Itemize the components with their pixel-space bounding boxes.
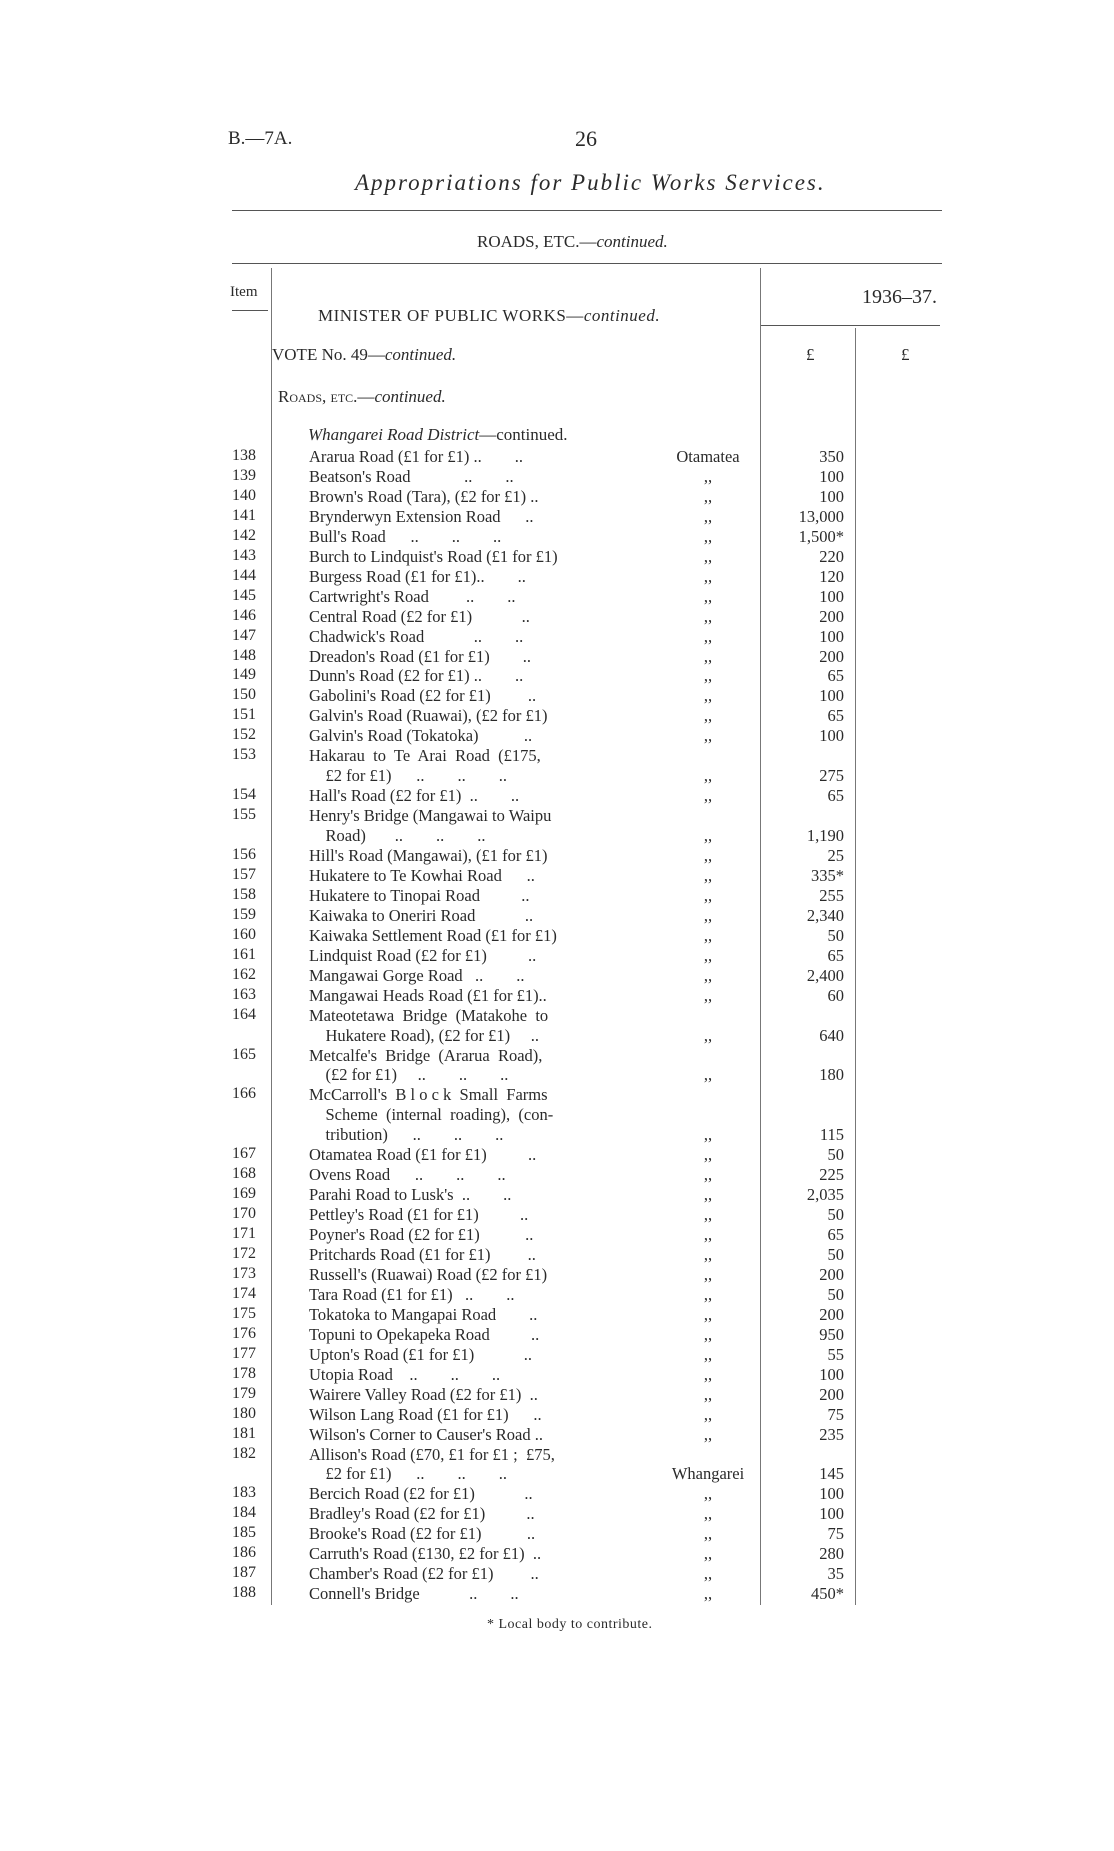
amount-value: 50 <box>827 1145 844 1165</box>
county-name: ,, <box>703 1384 713 1404</box>
amount-value: 35 <box>827 1564 844 1584</box>
amount-value: 75 <box>827 1404 844 1424</box>
amount-value: 145 <box>819 1464 844 1484</box>
item-description: Pritchards Road (£1 for £1) .. <box>309 1245 536 1264</box>
item-description: Wairere Valley Road (£2 for £1) .. <box>309 1384 538 1404</box>
county-name: ,, <box>703 865 713 885</box>
item-description: Dreadon's Road (£1 for £1) .. <box>309 646 532 666</box>
item-description: Upton's Road (£1 for £1) .. <box>309 1344 532 1364</box>
county-name: ,, <box>703 1284 713 1304</box>
county-name: ,, <box>703 626 713 646</box>
item-description: Chadwick's Road .. .. <box>309 626 524 646</box>
item-description: Hill's Road (Mangawai), (£1 for £1) <box>309 846 548 865</box>
amount-value: 65 <box>827 945 844 965</box>
item-description: Gabolini's Road (£2 for £1) .. <box>309 686 537 706</box>
amount-value: 275 <box>819 766 844 786</box>
item-number: 154 <box>232 786 256 804</box>
county-name: Whangarei <box>671 1464 745 1484</box>
item-number: 150 <box>232 686 256 704</box>
county-name: ,, <box>703 506 713 526</box>
county-name: ,, <box>703 925 713 945</box>
item-number: 167 <box>232 1145 256 1163</box>
county-name: ,, <box>703 1404 713 1424</box>
item-number: 140 <box>232 486 256 504</box>
item-description: Galvin's Road (Tokatoka) .. <box>309 726 533 746</box>
item-number: 187 <box>232 1564 256 1582</box>
item-number: 161 <box>232 945 256 963</box>
item-description: Bercich Road (£2 for £1) .. <box>309 1484 533 1504</box>
item-description: Central Road (£2 for £1) .. <box>309 606 530 626</box>
item-description: (£2 for £1) .. .. .. <box>309 1065 509 1085</box>
item-number: 175 <box>232 1304 256 1322</box>
item-description: Russell's (Ruawai) Road (£2 for £1) <box>309 1264 548 1284</box>
item-description: tribution) .. .. .. <box>309 1125 504 1145</box>
county-name: ,, <box>703 1564 713 1584</box>
item-number: 162 <box>232 965 256 983</box>
item-description: Ararua Road (£1 for £1) .. .. <box>309 447 523 466</box>
county-name: ,, <box>703 1205 713 1225</box>
amount-value: 50 <box>827 925 844 945</box>
item-description: £2 for £1) .. .. .. <box>309 1464 507 1484</box>
item-number: 178 <box>232 1364 256 1382</box>
amount-value: 100 <box>819 486 844 506</box>
item-number: 180 <box>232 1404 256 1422</box>
county-name: ,, <box>703 486 713 506</box>
vote-heading: VOTE No. 49—continued. <box>272 345 457 364</box>
item-description: Galvin's Road (Ruawai), (£2 for £1) <box>309 706 548 726</box>
item-number: 157 <box>232 865 256 883</box>
county-name: ,, <box>703 1185 713 1205</box>
item-description: Dunn's Road (£2 for £1) .. .. <box>309 666 524 686</box>
amount-value: 50 <box>827 1205 844 1225</box>
item-number: 141 <box>232 506 256 524</box>
title-rule <box>232 210 942 211</box>
item-description: Kaiwaka to Oneriri Road .. <box>309 905 534 925</box>
district-heading: Whangarei Road District—continued. <box>308 425 568 444</box>
amount-value: 180 <box>819 1065 844 1085</box>
amount-value: 65 <box>827 666 844 686</box>
county-name: ,, <box>703 1304 713 1324</box>
item-description: Bull's Road .. .. .. <box>309 526 502 546</box>
item-description: Hukatere to Tinopai Road .. <box>309 885 530 905</box>
item-number: 186 <box>232 1544 256 1562</box>
county-name: ,, <box>703 606 713 626</box>
item-number: 165 <box>232 1045 256 1063</box>
county-name: ,, <box>703 566 713 586</box>
item-number: 156 <box>232 846 256 863</box>
amount-value: 200 <box>819 646 844 666</box>
item-number: 146 <box>232 606 256 624</box>
county-name: ,, <box>703 1245 713 1264</box>
county-name: ,, <box>703 846 713 865</box>
ministry-heading: MINISTER OF PUBLIC WORKS—continued. <box>318 306 661 325</box>
county-name: ,, <box>703 1584 713 1604</box>
county-name: ,, <box>703 526 713 546</box>
item-number: 152 <box>232 726 256 744</box>
item-number: 171 <box>232 1225 256 1243</box>
county-name: ,, <box>703 905 713 925</box>
county-name: ,, <box>703 1025 713 1045</box>
item-description: Brooke's Road (£2 for £1) .. <box>309 1524 536 1544</box>
county-name: ,, <box>703 965 713 985</box>
item-number: 159 <box>232 905 256 923</box>
item-number: 182 <box>232 1444 256 1462</box>
item-description: Brynderwyn Extension Road .. <box>309 506 534 526</box>
item-description: Road) .. .. .. <box>309 826 486 846</box>
item-description: Bradley's Road (£2 for £1) .. <box>309 1504 535 1524</box>
item-number: 184 <box>232 1504 256 1522</box>
amount-value: 100 <box>819 626 844 646</box>
item-number: 188 <box>232 1584 256 1602</box>
amount-value: 220 <box>819 546 844 566</box>
page-title: Appropriations for Public Works Services. <box>355 170 826 195</box>
amount-value: 335* <box>811 865 844 885</box>
county-name: ,, <box>703 686 713 706</box>
amount-value: 50 <box>827 1284 844 1304</box>
amount-value: 450* <box>811 1584 844 1604</box>
amount-value: 115 <box>819 1125 844 1145</box>
item-description: Carruth's Road (£130, £2 for £1) .. <box>309 1544 542 1564</box>
item-number: 145 <box>232 586 256 604</box>
item-number: 142 <box>232 526 256 544</box>
item-number: 179 <box>232 1384 256 1402</box>
item-description: Allison's Road (£70, £1 for £1 ; £75, <box>309 1444 555 1464</box>
item-number: 170 <box>232 1205 256 1223</box>
amount-value: 200 <box>819 1384 844 1404</box>
item-number: 172 <box>232 1245 256 1262</box>
item-number: 168 <box>232 1165 256 1183</box>
amount-value: 100 <box>819 1484 844 1504</box>
section-rule <box>232 263 942 264</box>
item-description: Beatson's Road .. .. <box>309 466 514 486</box>
amount-value: 280 <box>819 1544 844 1564</box>
county-name: ,, <box>703 985 713 1005</box>
item-description: Hall's Road (£2 for £1) .. .. <box>309 786 520 806</box>
amount-value: 2,400 <box>806 965 844 985</box>
county-name: ,, <box>703 1424 713 1444</box>
county-name: ,, <box>703 1484 713 1504</box>
item-number: 177 <box>232 1344 256 1362</box>
county-name: ,, <box>703 826 713 846</box>
amount-value: 75 <box>827 1524 844 1544</box>
amount-value: 100 <box>819 726 844 746</box>
amount-value: 25 <box>827 846 844 865</box>
amount-value: 100 <box>819 686 844 706</box>
item-description: Ovens Road .. .. .. <box>309 1165 506 1185</box>
item-description: Hakarau to Te Arai Road (£175, <box>309 746 541 766</box>
amount-value: 950 <box>819 1324 844 1344</box>
item-number: 138 <box>232 447 256 464</box>
year-column-header: 1936–37. <box>862 286 937 308</box>
county-name: ,, <box>703 666 713 686</box>
amount-value: 65 <box>827 706 844 726</box>
item-number: 169 <box>232 1185 256 1203</box>
item-description: Mateotetawa Bridge (Matakohe to <box>309 1005 549 1025</box>
county-name: ,, <box>703 1125 713 1145</box>
item-description: Cartwright's Road .. .. <box>309 586 516 606</box>
item-number: 158 <box>232 885 256 903</box>
item-description: Burch to Lindquist's Road (£1 for £1) <box>309 546 558 566</box>
amount-column-rule-mid <box>855 328 856 1605</box>
county-name: ,, <box>703 1364 713 1384</box>
item-description: Utopia Road .. .. .. <box>309 1364 501 1384</box>
item-number: 173 <box>232 1264 256 1282</box>
county-name: ,, <box>703 726 713 746</box>
item-number: 144 <box>232 566 256 584</box>
item-description: Mangawai Gorge Road .. .. <box>309 965 525 985</box>
county-name: ,, <box>703 885 713 905</box>
amount-value: 200 <box>819 1304 844 1324</box>
item-number: 166 <box>232 1085 256 1103</box>
county-name: ,, <box>703 466 713 486</box>
item-number: 148 <box>232 646 256 664</box>
item-number: 139 <box>232 466 256 484</box>
item-description: Mangawai Heads Road (£1 for £1).. <box>309 985 547 1005</box>
amount-value: 2,340 <box>806 905 844 925</box>
item-number: 176 <box>232 1324 256 1342</box>
amount-value: 100 <box>819 1364 844 1384</box>
amount-value: 100 <box>819 466 844 486</box>
item-number: 149 <box>232 666 256 684</box>
item-description: Tokatoka to Mangapai Road .. <box>309 1304 538 1324</box>
county-name: ,, <box>703 646 713 666</box>
item-description: Tara Road (£1 for £1) .. .. <box>309 1284 515 1304</box>
county-name: Otamatea <box>676 447 740 466</box>
item-header-rule <box>232 310 268 311</box>
amount-value: 60 <box>827 985 844 1005</box>
item-description: Burgess Road (£1 for £1).. .. <box>309 566 526 586</box>
item-number: 155 <box>232 806 256 824</box>
page-number: 26 <box>575 126 597 151</box>
item-description: Connell's Bridge .. .. <box>309 1584 519 1604</box>
amount-value: 2,035 <box>806 1185 844 1205</box>
item-column-header: Item <box>230 284 258 300</box>
item-description: Topuni to Opekapeka Road .. <box>309 1324 540 1344</box>
item-description: Scheme (internal roading), (con- <box>309 1105 554 1125</box>
item-description: Pettley's Road (£1 for £1) .. <box>309 1205 529 1225</box>
item-description: Kaiwaka Settlement Road (£1 for £1) <box>309 925 557 945</box>
item-number: 183 <box>232 1484 256 1502</box>
item-number: 153 <box>232 746 256 764</box>
amount-value: 235 <box>819 1424 844 1444</box>
item-description: Wilson Lang Road (£1 for £1) .. <box>309 1404 542 1424</box>
county-name: ,, <box>703 706 713 726</box>
amount-value: 1,500* <box>798 526 844 546</box>
county-name: ,, <box>703 766 713 786</box>
amount-column-rule-left <box>760 268 761 1605</box>
item-number: 164 <box>232 1005 256 1023</box>
section-title: ROADS, ETC.—continued. <box>477 232 668 251</box>
year-header-rule <box>760 325 940 326</box>
amount-value: 55 <box>827 1344 844 1364</box>
subsection-heading: Roads, etc.—continued. <box>278 387 446 406</box>
amount-value: 1,190 <box>806 826 844 846</box>
county-name: ,, <box>703 1504 713 1524</box>
item-description: Poyner's Road (£2 for £1) .. <box>309 1225 534 1245</box>
amount-value: 13,000 <box>798 506 844 526</box>
item-description: Lindquist Road (£2 for £1) .. <box>309 945 537 965</box>
item-description: Henry's Bridge (Mangawai to Waipu <box>309 806 552 826</box>
county-name: ,, <box>703 546 713 566</box>
pound-total-column-header: £ <box>901 345 910 364</box>
county-name: ,, <box>703 786 713 806</box>
item-description: Hukatere Road), (£2 for £1) .. <box>309 1025 540 1045</box>
item-number: 160 <box>232 925 256 943</box>
document-reference: B.—7A. <box>228 128 293 149</box>
amount-value: 100 <box>819 586 844 606</box>
pound-column-header: £ <box>806 345 815 364</box>
amount-value: 50 <box>827 1245 844 1264</box>
amount-value: 65 <box>827 1225 844 1245</box>
county-name: ,, <box>703 586 713 606</box>
amount-value: 350 <box>819 447 844 466</box>
county-name: ,, <box>703 1324 713 1344</box>
county-name: ,, <box>703 1065 713 1085</box>
county-name: ,, <box>703 1544 713 1564</box>
item-description: McCarroll's B l o c k Small Farms <box>309 1085 548 1105</box>
county-name: ,, <box>703 1524 713 1544</box>
item-number: 174 <box>232 1284 256 1302</box>
footnote: * Local body to contribute. <box>487 1617 653 1632</box>
item-description: Hukatere to Te Kowhai Road .. <box>309 865 535 885</box>
item-number: 185 <box>232 1524 256 1542</box>
county-name: ,, <box>703 1165 713 1185</box>
amount-value: 65 <box>827 786 844 806</box>
amount-value: 255 <box>819 885 844 905</box>
item-description: £2 for £1) .. .. .. <box>309 766 507 786</box>
item-description: Chamber's Road (£2 for £1) .. <box>309 1564 539 1584</box>
item-column-rule <box>271 268 272 1605</box>
item-number: 163 <box>232 985 256 1003</box>
county-name: ,, <box>703 1344 713 1364</box>
county-name: ,, <box>703 945 713 965</box>
amount-value: 120 <box>819 566 844 586</box>
amount-value: 640 <box>819 1025 844 1045</box>
amount-value: 100 <box>819 1504 844 1524</box>
item-number: 147 <box>232 626 256 644</box>
item-number: 143 <box>232 546 256 564</box>
item-description: Brown's Road (Tara), (£2 for £1) .. <box>309 486 539 506</box>
item-number: 151 <box>232 706 256 724</box>
item-description: Otamatea Road (£1 for £1) .. <box>309 1145 537 1165</box>
item-description: Wilson's Corner to Causer's Road .. <box>309 1424 543 1444</box>
county-name: ,, <box>703 1145 713 1165</box>
amount-value: 200 <box>819 1264 844 1284</box>
amount-value: 200 <box>819 606 844 626</box>
amount-value: 225 <box>819 1165 844 1185</box>
county-name: ,, <box>703 1225 713 1245</box>
item-description: Parahi Road to Lusk's .. .. <box>309 1185 512 1205</box>
county-name: ,, <box>703 1264 713 1284</box>
item-number: 181 <box>232 1424 256 1442</box>
item-description: Metcalfe's Bridge (Ararua Road), <box>309 1045 543 1065</box>
